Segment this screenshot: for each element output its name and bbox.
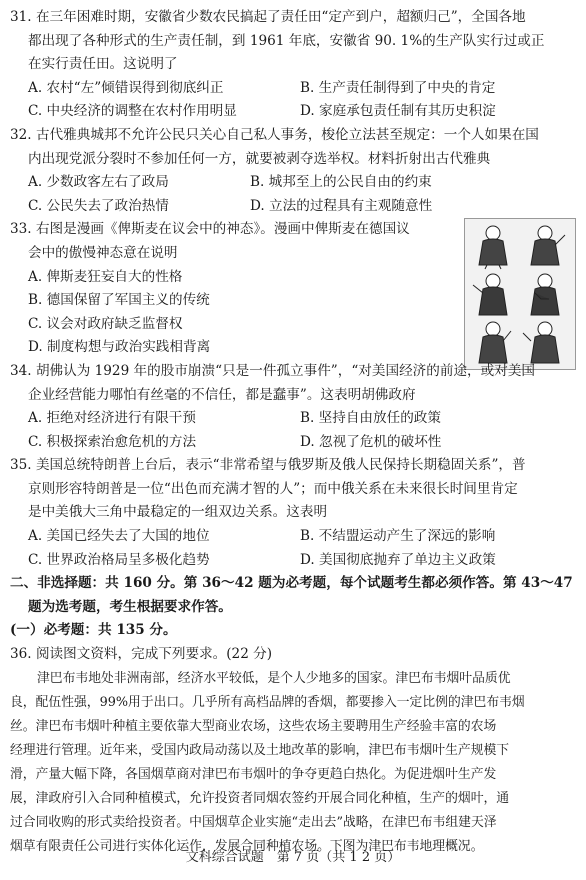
question-stem-line: 33. 右图是漫画《俾斯麦在议会中的神态》。漫画中俾斯麦在德国议 xyxy=(10,221,410,238)
option-a: A. 少数政客左右了政局 xyxy=(28,174,169,191)
question-33 xyxy=(10,218,576,360)
option-row xyxy=(10,431,576,455)
bismarck-cartoon-image xyxy=(464,218,576,370)
option-c: C. 世界政治格局呈多极化趋势 xyxy=(28,551,210,568)
paragraph-line: 经理进行管理。近年来，受国内政局动荡以及土地改革的影响，津巴布韦烟叶生产规模下 xyxy=(10,742,510,758)
paragraph-line: 良，配伍性强，99%用于出口。几乎所有高档品牌的香烟，都要掺入一定比例的津巴布韦烟 xyxy=(10,694,525,710)
question-36 xyxy=(10,643,576,859)
option-row xyxy=(10,171,576,195)
question-title: 36. 阅读图文资料，完成下列要求。(22 分) xyxy=(10,646,273,663)
option-c: C. 中央经济的调整在农村作用明显 xyxy=(28,103,237,120)
subsection-heading: (一）必考题：共 135 分。 xyxy=(10,622,177,639)
section-heading-line: 题为选考题，考生根据要求作答。 xyxy=(28,598,232,615)
paragraph-line: 烟草有限责任公司进行实体化运作，发展合同种植农场。下图为津巴布韦地理概况。 xyxy=(10,839,484,855)
option-row xyxy=(10,195,576,219)
question-stem-line: 35. 美国总统特朗普上台后，表示“非常希望与俄罗斯及俄人民保持长期稳固关系”，普 xyxy=(10,457,526,474)
option-c: C. 公民失去了政治热情 xyxy=(28,197,169,214)
option-a: A. 美国已经失去了大国的地位 xyxy=(28,528,210,545)
section-heading-line: 二、非选择题：共 160 分。第 36～42 题为必考题，每个试题考生都必须作答。第 43～47 xyxy=(10,575,573,592)
option-row xyxy=(10,407,576,431)
option-c: C. 积极探索治愈危机的方法 xyxy=(28,433,197,450)
exam-page xyxy=(10,6,576,859)
option-row xyxy=(10,100,576,124)
question-34 xyxy=(10,360,576,454)
option-d: D. 立法的过程具有主观随意性 xyxy=(250,197,433,214)
section-heading xyxy=(10,572,576,643)
question-stem-line: 内出现党派分裂时不参加任何一方，就要被剥夺选举权。材料折射出古代雅典 xyxy=(28,150,491,167)
question-stem-line: 31. 在三年困难时期，安徽省少数农民搞起了责任田“定产到户，超额归己”，全国各地 xyxy=(10,9,526,25)
option-d: D. 美国彻底抛弃了单边主义政策 xyxy=(300,551,496,568)
question-31 xyxy=(10,6,576,124)
paragraph-line: 滑，产量大幅下降，各国烟草商对津巴布韦烟叶的争夺更趋白热化。为促进烟叶生产发 xyxy=(10,767,497,782)
paragraph-line: 丝。津巴布韦烟叶种植主要依靠大型商业农场，这些农场主要聘用生产经验丰富的农场 xyxy=(10,718,497,734)
option-b: B. 生产责任制得到了中央的肯定 xyxy=(300,79,496,96)
option-b: B. 坚持自由放任的政策 xyxy=(300,410,441,427)
option-d: D. 家庭承包责任制有其历史积淀 xyxy=(300,103,496,120)
question-stem-line: 都出现了各种形式的生产责任制，到 1961 年底，安徽省 90. 1%的生产队实行过或正 xyxy=(28,32,545,49)
paragraph-line: 过合同收购的形式卖给投资者。中国烟草企业实施“走出去”战略，在津巴布韦组建天泽 xyxy=(10,815,497,831)
option-row xyxy=(10,77,576,101)
option-b: B. 德国保留了军国主义的传统 xyxy=(28,292,210,309)
question-35 xyxy=(10,454,576,572)
option-a: A. 农村“左”倾错误得到彻底纠正 xyxy=(28,79,224,96)
option-d: D. 忽视了危机的破坏性 xyxy=(300,433,442,450)
option-d: D. 制度构想与政治实践相背离 xyxy=(28,339,211,356)
option-b: B. 城邦至上的公民自由的约束 xyxy=(250,174,432,191)
question-stem-line: 是中美俄大三角中最稳定的一组双边关系。这表明 xyxy=(28,504,328,521)
question-stem-line: 32. 古代雅典城邦不允许公民只关心自己私人事务，梭伦立法甚至规定：一个人如果在国 xyxy=(10,126,539,143)
option-row xyxy=(10,549,576,573)
question-stem-line: 34. 胡佛认为 1929 年的股市崩溃“只是一件孤立事件”，“对美国经济的前途，或对美国 xyxy=(10,362,536,379)
option-row xyxy=(10,525,576,549)
question-stem-line: 企业经营能力哪怕有丝毫的不信任，都是蠢事”。这表明胡佛政府 xyxy=(28,386,416,403)
question-32 xyxy=(10,124,576,218)
question-stem-line: 在实行责任田。这说明了 xyxy=(28,56,178,73)
option-a: A. 俾斯麦狂妄自大的性格 xyxy=(28,268,183,285)
option-a: A. 拒绝对经济进行有限干预 xyxy=(28,410,196,427)
question-stem-line: 京则形容特朗普是一位“出色而充满才智的人”；而中俄关系在未来很长时间里肯定 xyxy=(28,480,518,497)
paragraph-line: 展，津政府引入合同种植模式，允许投资者同烟农签约开展合同化种植，生产的烟叶，通 xyxy=(10,791,510,807)
paragraph-line: 津巴布韦地处非洲南部，经济水平较低，是个人少地多的国家。津巴布韦烟叶品质优 xyxy=(37,670,511,686)
option-b: B. 不结盟运动产生了深远的影响 xyxy=(300,528,496,545)
question-stem-line: 会中的傲慢神态意在说明 xyxy=(28,244,178,261)
page-footer: 文科综合试题 第 7 页（共 1 2 页） xyxy=(185,850,401,865)
option-c: C. 议会对政府缺乏监督权 xyxy=(28,315,183,332)
